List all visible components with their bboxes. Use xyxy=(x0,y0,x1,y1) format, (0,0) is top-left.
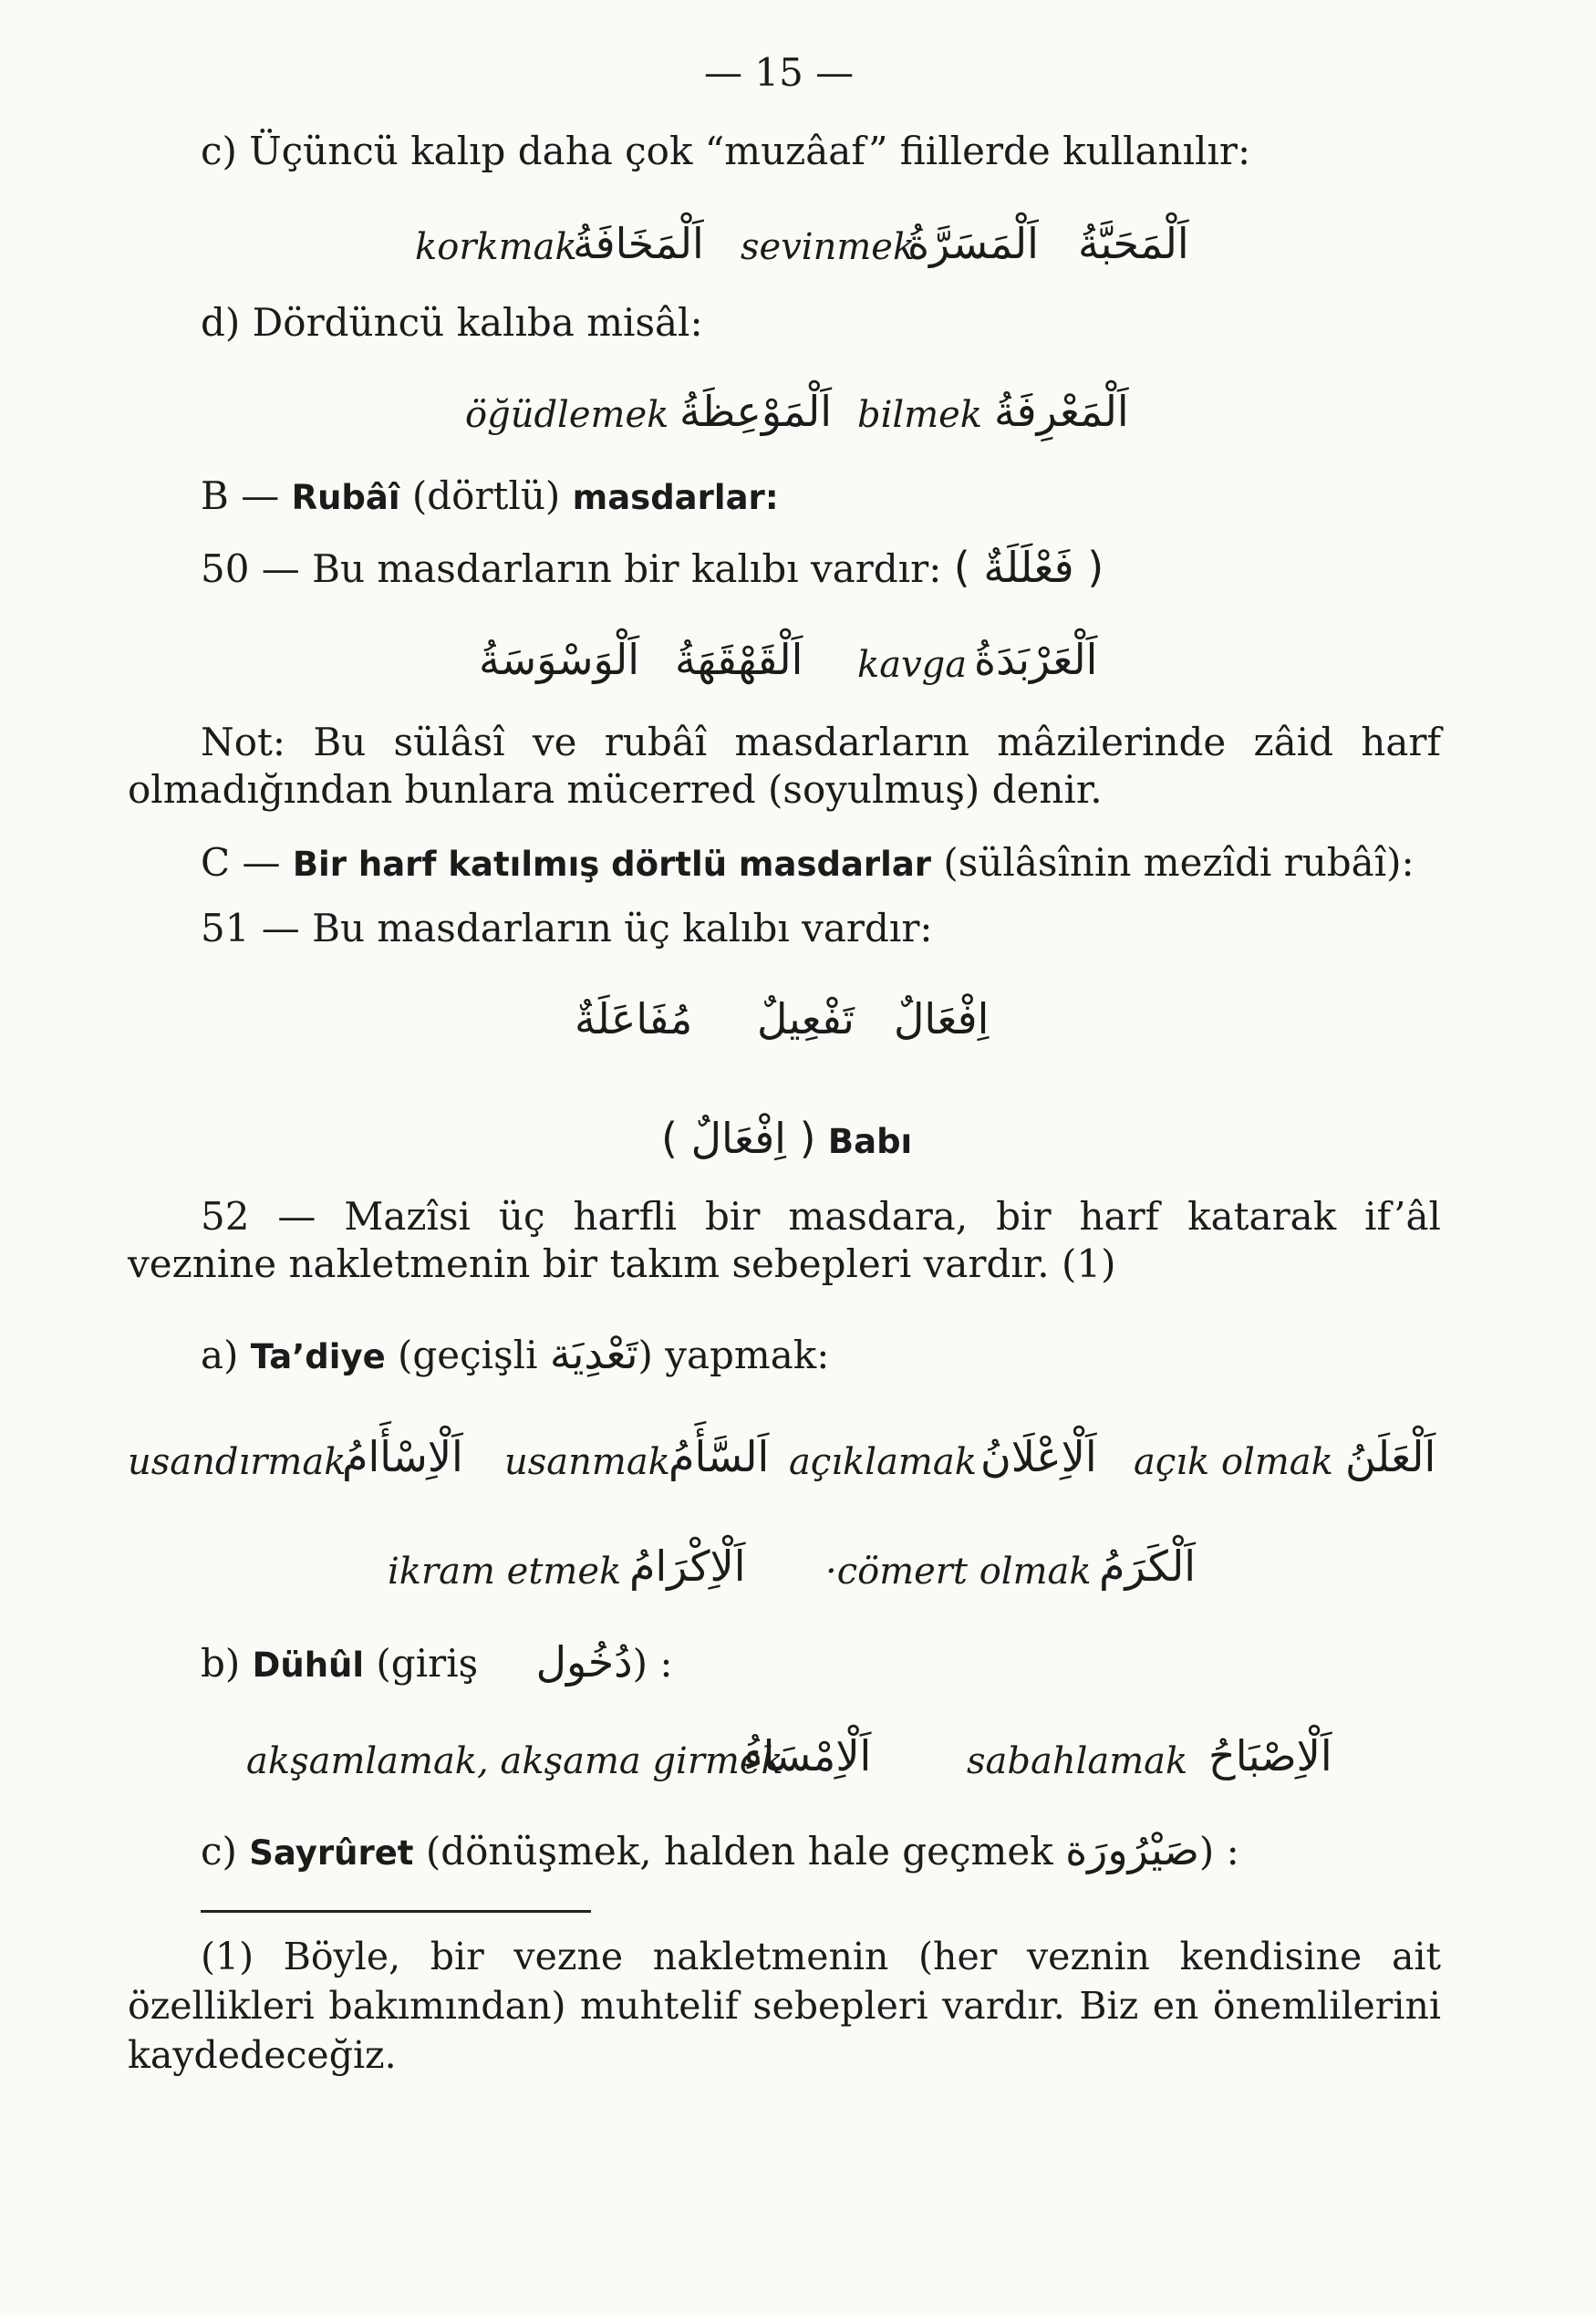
example-tr: sabahlamak xyxy=(967,1740,1188,1782)
example-tr: kavga xyxy=(857,644,968,686)
footnote: (1) Böyle, bir vezne nakletmenin (her veznin kendisine ait özellikleri bakımından) muhtelif sebepleri vardır. Biz en önemlilerini kaydedeceğiz. xyxy=(128,1935,1441,2077)
example-tr: korkmak xyxy=(415,226,577,268)
example-ar: اَلْعَلَنُ xyxy=(1345,1432,1436,1481)
example-tr: akşamlamak, akşama girmek xyxy=(246,1740,783,1782)
page-number: — 15 — xyxy=(704,50,855,95)
d-line: d) Dördüncü kalıba misâl: xyxy=(201,300,703,345)
example-ar: اَلْعَرْبَدَةُ xyxy=(974,635,1098,684)
example-tr: usanmak xyxy=(504,1441,670,1483)
footnote-divider xyxy=(201,1910,591,1913)
example-ar: اَلْمَوْعِظَةُ xyxy=(679,387,832,436)
example-tr: ikram etmek xyxy=(388,1551,622,1593)
b-line: b) Dühûl (giriş دُخُول) : xyxy=(201,1637,673,1687)
item-50: 50 — Bu masdarların bir kalıbı vardır: ( فَعْلَلَةٌ ) xyxy=(201,543,1104,592)
section-b-heading: B — Rubâî (dörtlü) masdarlar: xyxy=(201,473,779,518)
form-ar: تَفْعِيلٌ xyxy=(757,994,855,1043)
item-51: 51 — Bu masdarların üç kalıbı vardır: xyxy=(201,906,933,950)
example-ar: اَلْاِمْسَاءُ xyxy=(743,1731,872,1780)
example-ar: اَلْاِعْلَانُ xyxy=(980,1432,1097,1481)
example-ar: اَلْمَحَبَّةُ xyxy=(1078,219,1189,268)
example-tr: bilmek xyxy=(857,394,983,436)
example-ar: اَلْمَسَرَّةُ xyxy=(907,219,1039,268)
item-50-form: ( فَعْلَلَةٌ ) xyxy=(953,543,1104,592)
form-ar: اِفْعَالٌ xyxy=(894,994,990,1043)
example-ar: اَلْمَخَافَةُ xyxy=(573,219,704,268)
example-ar: اَلْاِكْرَامُ xyxy=(629,1542,746,1591)
example-tr: öğüdlemek xyxy=(465,394,669,436)
example-ar: اَلْقَهْقَهَةُ xyxy=(675,635,803,684)
bab-heading: ( اِفْعَالٌ ) Babı xyxy=(661,1114,913,1163)
example-ar: اَلْاِسْأَامُ xyxy=(342,1432,463,1481)
form-ar: مُفَاعَلَةٌ xyxy=(575,994,693,1043)
example-tr: açıklamak xyxy=(789,1441,977,1483)
example-ar: اَلْوَسْوَسَةُ xyxy=(479,635,640,684)
example-tr: usandırmak xyxy=(128,1441,347,1483)
item-52: 52 — Mazîsi üç harfli bir masdara, bir harf katarak if’âl veznine nakletmenin bir takım sebepleri vardır. (1) xyxy=(128,1194,1441,1286)
example-ar: اَلسَّأَمُ xyxy=(668,1432,770,1481)
example-ar: اَلْمَعْرِفَةُ xyxy=(994,387,1129,436)
a-line: a) Ta’diye (geçişli تَعْدِيَة) yapmak: xyxy=(201,1329,830,1378)
example-tr: açık olmak xyxy=(1134,1441,1333,1483)
section-c-heading: C — Bir harf katılmış dörtlü masdarlar (sülâsînin mezîdi rubâî): xyxy=(201,840,1415,885)
example-tr: sevinmek xyxy=(741,226,916,268)
example-ar: اَلْكَرَمُ xyxy=(1099,1542,1197,1591)
c2-line: c) Sayrûret (dönüşmek, halden hale geçmek صَيْرُورَة) : xyxy=(201,1825,1239,1874)
example-ar: اَلْاِصْبَاحُ xyxy=(1208,1731,1332,1780)
example-tr: ·cömert olmak xyxy=(825,1551,1092,1593)
c-line: c) Üçüncü kalıp daha çok “muzâaf” fiillerde kullanılır: xyxy=(201,129,1251,173)
note-paragraph: Not: Bu sülâsî ve rubâî masdarların mâzilerinde zâid harf olmadığından bunlara mücerred (soyulmuş) denir. xyxy=(128,720,1441,812)
